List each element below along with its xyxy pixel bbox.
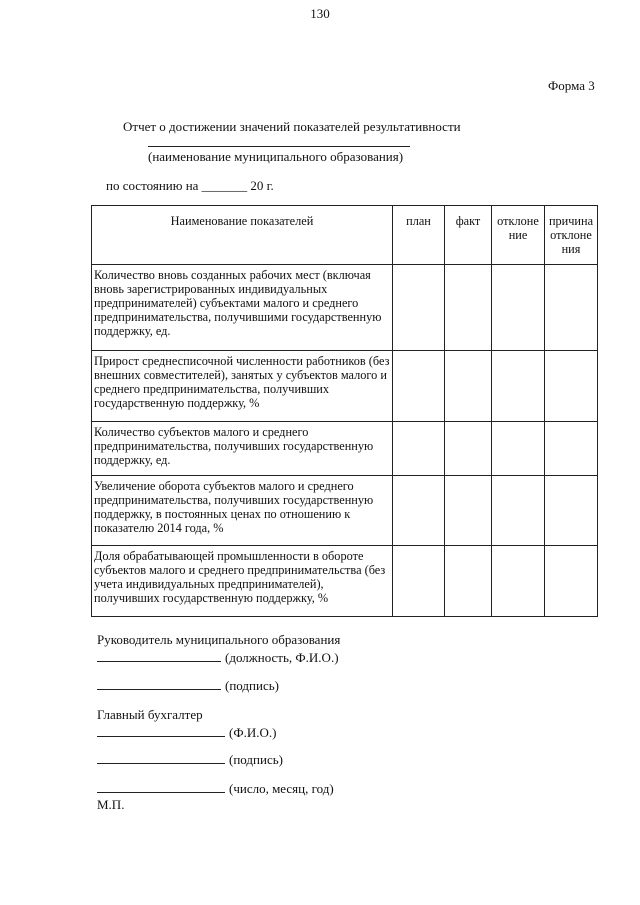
plan-cell [393,476,445,546]
as-of-line [106,178,274,194]
fact-cell [445,265,492,351]
head-position-name-line [97,650,339,666]
header-plan: план [393,206,445,265]
reason-cell [545,351,598,422]
plan-cell [393,546,445,617]
plan-cell [393,422,445,476]
fact-cell [445,546,492,617]
municipality-caption: (наименование муниципального образования) [148,149,404,164]
deviation-cell [492,351,545,422]
fact-cell [445,351,492,422]
reason-cell [545,265,598,351]
header-fact: факт [445,206,492,265]
fact-cell [445,422,492,476]
table-row [92,422,598,476]
fact-cell [445,476,492,546]
header-deviation: отклоне ние [492,206,545,265]
table-header-row [92,206,598,265]
head-signature-line [97,678,279,694]
head-signature-caption: (подпись) [225,678,279,693]
deviation-cell [492,422,545,476]
reason-cell [545,422,598,476]
reason-cell [545,546,598,617]
accountant-signature-caption: (подпись) [229,752,283,767]
indicator-name-cell: Доля обрабатывающей промышленности в обороте субъектов малого и среднего предпринимательства (без учета индивидуальных предпринимателей), получивших государственную поддержку, % [92,546,393,617]
accountant-title: Главный бухгалтер [97,707,203,722]
head-position-name-caption: (должность, Ф.И.О.) [225,650,339,665]
blank-line [97,688,221,690]
deviation-cell [492,546,545,617]
blank-line [97,791,225,793]
blank-line [97,762,225,764]
as-of-suffix: 20 г. [250,178,274,193]
table-row [92,546,598,617]
page-number: 130 [310,6,330,21]
blank-line [97,660,221,662]
accountant-name-line [97,725,276,741]
report-title: Отчет о достижении значений показателей результативности [123,119,461,134]
as-of-prefix: по состоянию на [106,178,199,193]
date-line [97,781,334,797]
indicator-name-cell: Прирост среднесписочной численности работников (без внешних совместителей), занятых у субъектов малого и среднего предпринимательства, получивших государственную поддержку, % [92,351,393,422]
indicator-name-cell: Количество субъектов малого и среднего предпринимательства, получивших государственную поддержку, ед. [92,422,393,476]
deviation-cell [492,476,545,546]
blank-line [97,735,225,737]
indicator-name-cell: Увеличение оборота субъектов малого и среднего предпринимательства, получивших государственную поддержку, в постоянных ценах по отношению к показателю 2014 года, % [92,476,393,546]
table-row [92,265,598,351]
accountant-name-caption: (Ф.И.О.) [229,725,277,740]
indicators-table [91,205,598,617]
date-caption: (число, месяц, год) [229,781,334,796]
reason-cell [545,476,598,546]
form-label: Форма 3 [548,78,595,93]
municipality-blank-line [148,146,410,147]
head-title: Руководитель муниципального образования [97,632,341,647]
header-indicator-name: Наименование показателей [92,206,393,265]
plan-cell [393,351,445,422]
as-of-blank: _______ [201,178,248,193]
header-deviation-reason: причина отклоне ния [545,206,598,265]
indicator-name-cell: Количество вновь созданных рабочих мест (включая вновь зарегистрированных индивидуальных предпринимателей) субъектами малого и среднего предпринимательства, получившими государственную поддержку, ед. [92,265,393,351]
accountant-signature-line [97,752,283,768]
plan-cell [393,265,445,351]
stamp-label: М.П. [97,797,125,812]
deviation-cell [492,265,545,351]
table-row [92,351,598,422]
table-row [92,476,598,546]
